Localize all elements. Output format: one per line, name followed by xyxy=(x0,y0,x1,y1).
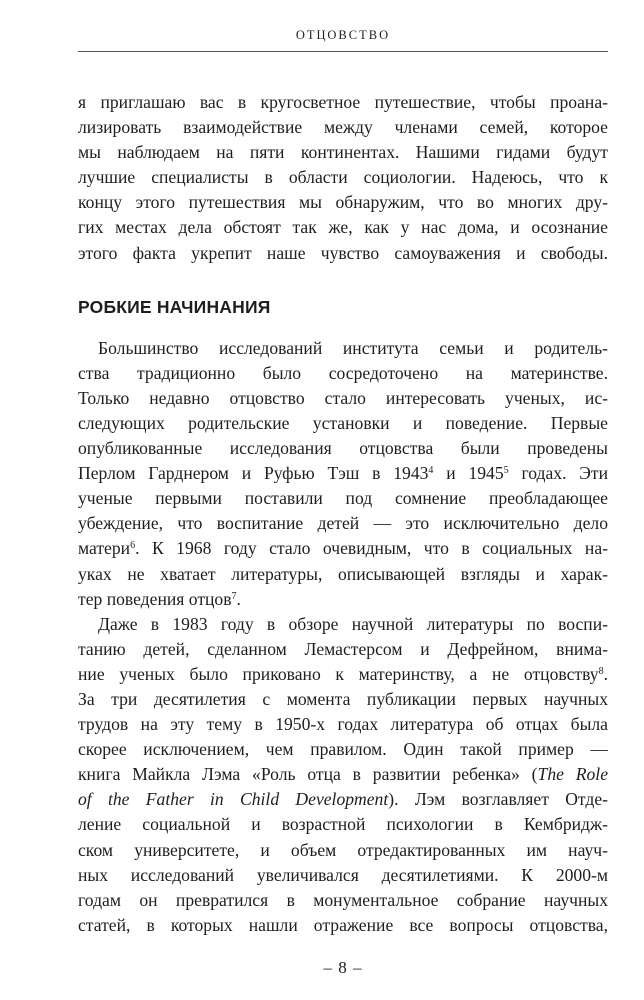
paragraph-1 xyxy=(78,336,608,612)
text-line xyxy=(78,536,608,561)
text-line: мы наблюдаем на пяти континентах. Нашими гидами будут xyxy=(78,142,608,163)
text-line: убеждение, что воспитание детей — это исключительно дело xyxy=(78,513,608,534)
text-line: ском университете, и объем отредактированных им науч- xyxy=(78,839,608,860)
intro-paragraph xyxy=(78,90,608,266)
text-line: танию детей, сделанном Лемастерсом и Дефрейном, внима- xyxy=(78,638,608,659)
text-line: этого факта укрепит наше чувство самоуважения и свободы. xyxy=(78,242,608,263)
text-run: Перлом Гарднером и Руфью Тэш в 1943 xyxy=(78,463,429,484)
text-line: лизировать взаимодействие между членами семей, которое xyxy=(78,117,608,138)
text-line: трудов на эту тему в 1950-х годах литература об отцах была xyxy=(78,714,608,735)
footnote-ref-7: 7 xyxy=(231,590,237,602)
text-line: ных исследований увеличивался десятилетиями. К 2000-м xyxy=(78,864,608,885)
text-line: Большинство исследований института семьи и родитель- xyxy=(98,337,608,358)
text-run: ние ученых было приковано к материнству, а не отцовству xyxy=(78,663,599,684)
text-run: годах. Эти xyxy=(508,463,608,484)
text-line: я приглашаю вас в кругосветное путешествие, чтобы проана- xyxy=(78,92,608,112)
text-line xyxy=(78,461,608,486)
paragraph-2 xyxy=(78,612,608,938)
page-body xyxy=(78,90,608,938)
text-line: ства традиционно было сосредоточено на материнстве. xyxy=(78,362,608,383)
text-run: тер поведения отцов xyxy=(78,588,232,609)
text-line: За три десятилетия с момента публикации первых научных xyxy=(78,688,608,709)
text-line xyxy=(78,662,608,687)
text-line xyxy=(78,587,608,612)
footnote-ref-6: 6 xyxy=(130,540,136,552)
text-line: уках не хватает литературы, описывающей взгляды и харак- xyxy=(78,563,608,584)
text-run: и 1945 xyxy=(433,463,504,484)
text-line xyxy=(78,787,608,812)
text-line: лучшие специалисты в области социологии. Надеюсь, что к xyxy=(78,167,608,188)
text-run: матери xyxy=(78,538,131,559)
text-line: опубликованные исследования отцовства были проведены xyxy=(78,438,608,459)
text-run: . xyxy=(603,663,608,684)
footnote-ref-4: 4 xyxy=(428,465,434,477)
text-run: . К 1968 году стало очевидным, что в социальных на- xyxy=(135,538,608,559)
footnote-ref-5: 5 xyxy=(503,465,509,477)
text-run: ). Лэм возглавляет Отде- xyxy=(388,789,608,810)
text-line: Только недавно отцовство стало интересовать ученых, ис- xyxy=(78,387,608,408)
text-line: следующих родительские установки и поведение. Первые xyxy=(78,412,608,433)
section-heading: РОБКИЕ НАЧИНАНИЯ xyxy=(78,296,271,317)
text-line: годам он превратился в монументальное собрание научных xyxy=(78,889,608,910)
page-number: – 8 – xyxy=(323,958,363,977)
footnote-ref-8: 8 xyxy=(598,665,604,677)
text-line xyxy=(78,762,608,787)
text-line: скорее исключением, чем правилом. Один такой пример — xyxy=(78,739,608,760)
text-line: ление социальной и возрастной психологии в Кембридж- xyxy=(78,814,608,835)
text-run: книга Майкла Лэма «Роль отца в развитии ребенка» ( xyxy=(78,764,538,785)
running-header: ОТЦОВСТВО xyxy=(78,28,608,52)
text-line: гих местах дела обстоят так же, как у нас дома, и осознание xyxy=(78,217,608,238)
text-line: статей, в которых нашли отражение все вопросы отцовства, xyxy=(78,914,608,935)
text-line: концу этого путешествия мы обнаружим, что во многих дру- xyxy=(78,192,608,213)
text-line: ученые первыми поставили под сомнение преобладающее xyxy=(78,488,608,509)
text-run: . xyxy=(236,588,241,609)
book-title-italic: of the Father in Child Development xyxy=(78,789,389,810)
book-title-italic: The Role xyxy=(537,764,609,785)
text-line: Даже в 1983 году в обзоре научной литературы по воспи- xyxy=(98,613,608,634)
